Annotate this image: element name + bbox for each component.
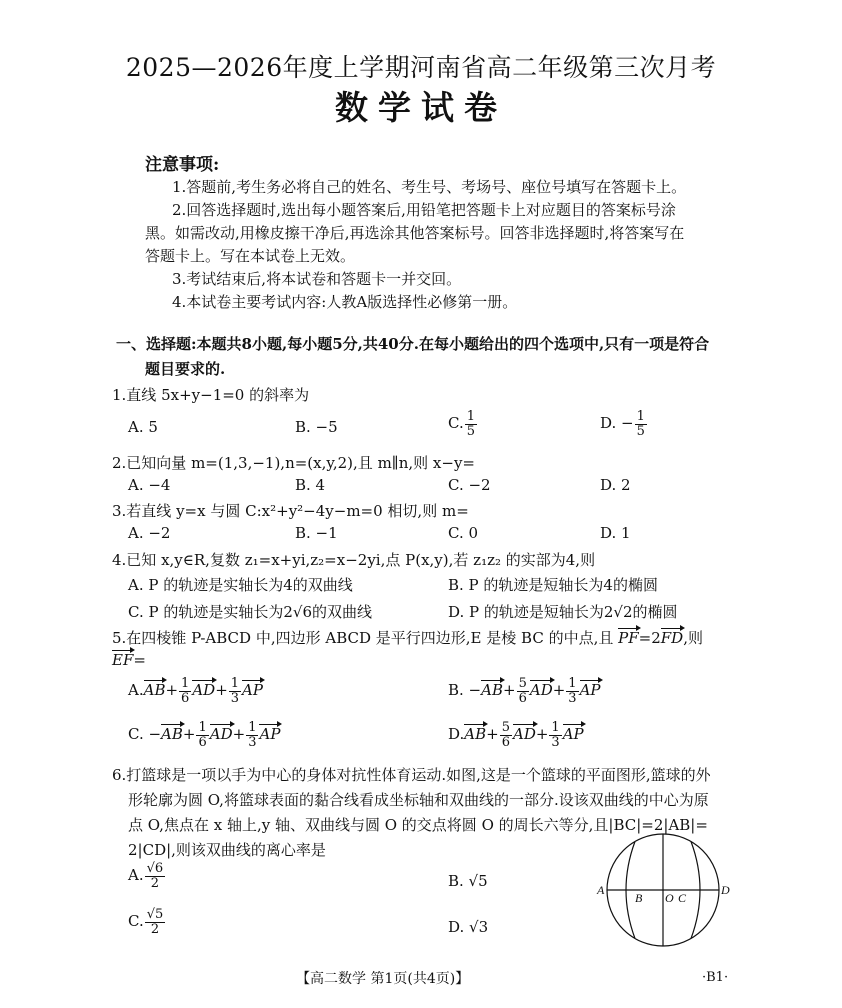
q5-option-d: D.AB+ $\frac{5}{6}$ AD+ $\frac{1}{3}$ AP	[448, 720, 584, 750]
note-line-2: 2.回答选择题时,选出每小题答案后,用铅笔把答题卡上对应题目的答案标号涂	[172, 201, 676, 219]
q4-option-d: D. P 的轨迹是短轴长为2√2的椭圆	[448, 603, 678, 621]
note-line-6: 4.本试卷主要考试内容:人教A版选择性必修第一册。	[172, 293, 518, 311]
page-footer: 【高二数学 第1页(共4页)】	[296, 971, 470, 987]
q1-option-a: A. 5	[128, 418, 158, 436]
q3-option-b: B. −1	[295, 524, 338, 542]
basketball-figure	[588, 832, 738, 950]
notes-heading: 注意事项:	[145, 155, 220, 175]
note-line-5: 3.考试结束后,将本试卷和答题卡一并交回。	[172, 270, 462, 288]
question-6-line-4: 2|CD|,则该双曲线的离心率是	[128, 841, 326, 859]
page-code: ·B1·	[702, 970, 729, 985]
question-2-stem: 2.已知向量 m=(1,3,−1),n=(x,y,2),且 m∥n,则 x−y=	[112, 454, 475, 472]
question-6-line-2: 形轮廓为圆 O,将篮球表面的黏合线看成坐标轴和双曲线的一部分.设该双曲线的中心为原	[128, 791, 709, 809]
q2-option-a: A. −4	[128, 476, 171, 494]
section-heading-cont: 题目要求的.	[145, 360, 226, 378]
q2-option-b: B. 4	[295, 476, 326, 494]
question-6-line-3: 点 O,焦点在 x 轴上,y 轴、双曲线与圆 O 的交点将圆 O 的周长六等分,且|BC|=2|AB|=	[128, 816, 708, 834]
q5-option-a: A.AB+ $\frac{1}{6}$ AD+ $\frac{1}{3}$ AP	[128, 676, 263, 706]
note-line-4: 答题卡上。写在本试卷上无效。	[145, 247, 356, 265]
q6-option-c: C. $\frac{√5}{2}$	[128, 907, 164, 937]
question-6-line-1: 6.打篮球是一项以手为中心的身体对抗性体育运动.如图,这是一个篮球的平面图形,篮球的外	[112, 766, 711, 784]
label-b: B	[635, 891, 643, 905]
q4-option-c: C. P 的轨迹是实轴长为2√6的双曲线	[128, 603, 372, 621]
q3-option-c: C. 0	[448, 524, 479, 542]
q3-option-a: A. −2	[128, 524, 171, 542]
q2-option-d: D. 2	[600, 476, 631, 494]
q3-option-d: D. 1	[600, 524, 631, 542]
exam-title: 2025—2026年度上学期河南省高二年级第三次月考	[125, 53, 717, 82]
q1-option-c: C. $\frac{1}{5}$	[448, 409, 475, 439]
note-line-1: 1.答题前,考生务必将自己的姓名、考生号、考场号、座位号填写在答题卡上。	[172, 178, 687, 196]
note-line-3: 黑。如需改动,用橡皮擦干净后,再选涂其他答案标号。回答非选择题时,将答案写在	[145, 224, 685, 242]
q6-option-b: B. √5	[448, 872, 488, 890]
question-5-stem: 5.在四棱锥 P-ABCD 中,四边形 ABCD 是平行四边形,E 是棱 BC 的中点,且 PF=2FD,则	[112, 629, 703, 647]
question-4-stem: 4.已知 x,y∈R,复数 z₁=x+yi,z₂=x−2yi,点 P(x,y),若 z₁z₂ 的实部为4,则	[112, 551, 596, 569]
q6-option-a: A. $\frac{√6}{2}$	[128, 861, 164, 891]
q1-option-b: B. −5	[295, 418, 338, 436]
label-a: A	[597, 883, 605, 897]
q5-option-b: B. −AB+ $\frac{5}{6}$ AD+ $\frac{1}{3}$ AP	[448, 676, 601, 706]
label-o: O	[665, 891, 674, 905]
q4-option-a: A. P 的轨迹是实轴长为4的双曲线	[128, 576, 353, 594]
exam-subject: 数学试卷	[335, 88, 507, 127]
label-c: C	[678, 891, 687, 905]
question-1-stem: 1.直线 5x+y−1=0 的斜率为	[112, 386, 310, 404]
question-3-stem: 3.若直线 y=x 与圆 C:x²+y²−4y−m=0 相切,则 m=	[112, 502, 469, 520]
q1-option-d: D. − $\frac{1}{5}$	[600, 409, 645, 439]
q6-option-d: D. √3	[448, 918, 489, 936]
q2-option-c: C. −2	[448, 476, 491, 494]
q4-option-b: B. P 的轨迹是短轴长为4的椭圆	[448, 576, 658, 594]
label-d: D	[721, 883, 730, 897]
section-heading: 一、选择题:本题共8小题,每小题5分,共40分.在每小题给出的四个选项中,只有一项是符合	[116, 335, 710, 353]
question-5-stem-cont: EF=	[112, 651, 146, 669]
q5-option-c: C. −AB+ $\frac{1}{6}$ AD+ $\frac{1}{3}$ AP	[128, 720, 281, 750]
